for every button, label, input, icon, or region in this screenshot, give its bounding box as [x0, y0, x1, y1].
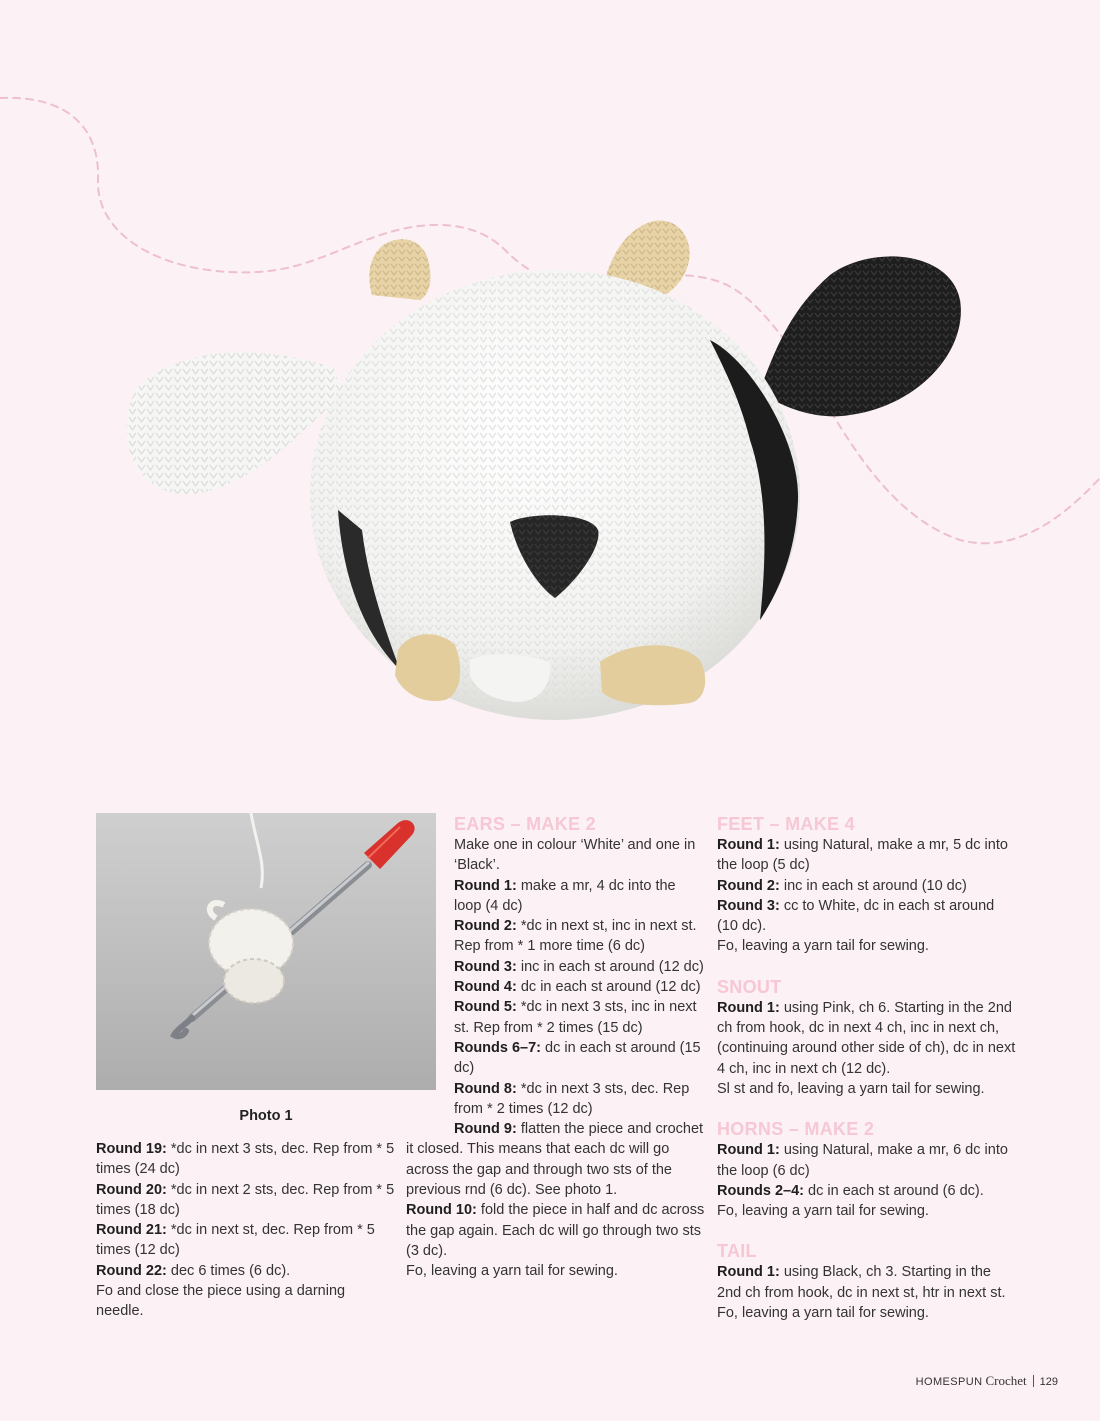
pattern-line: Round 8: *dc in next 3 sts, dec. Rep from * 2 times (12 dc): [454, 1080, 690, 1117]
page-footer: [916, 1373, 1058, 1389]
pattern-line: Round 1: using Natural, make a mr, 6 dc into the loop (6 dc): [717, 1142, 1008, 1179]
ear-black: [760, 256, 961, 416]
pattern-line: Fo, leaving a yarn tail for sewing.: [717, 1305, 929, 1322]
horn-left: [369, 239, 430, 300]
magazine-brand: HOMESPUN: [915, 1376, 983, 1388]
horns-heading: HORNS – MAKE 2: [717, 1119, 875, 1140]
pattern-line: Round 1: make a mr, 4 dc into the loop (4 dc): [454, 877, 676, 914]
pattern-line: Sl st and fo, leaving a yarn tail for sewing.: [717, 1080, 985, 1097]
photo-1-caption: Photo 1: [239, 1108, 293, 1124]
pattern-line: Round 2: inc in each st around (10 dc): [717, 877, 967, 894]
pattern-line: Round 20: *dc in next 2 sts, dec. Rep from * 5 times (18 dc): [96, 1181, 395, 1218]
pattern-line: Round 1: using Pink, ch 6. Starting in the 2nd ch from hook, dc in next 4 ch, inc in next ch, (continuing around other side of ch), dc in next 4 ch, inc in next ch (12 dc).: [717, 999, 1016, 1077]
column-feet-snout-horns-tail: [717, 813, 1017, 1323]
cow-body: [310, 270, 800, 720]
pattern-line: Fo and close the piece using a darning needle.: [96, 1283, 346, 1320]
pattern-line: Round 1: using Black, ch 3. Starting in the 2nd ch from hook, dc in next st, htr in next st.: [717, 1264, 1006, 1301]
pattern-line: Round 2: *dc in next st, inc in next st. Rep from * 1 more time (6 dc): [454, 918, 697, 955]
pattern-line: Round 10: fold the piece in half and dc across the gap again. Each dc will go through two sts (3 dc).: [406, 1202, 705, 1259]
pattern-line: Round 19: *dc in next 3 sts, dec. Rep from * 5 times (24 dc): [96, 1141, 395, 1178]
magazine-subtitle: Crochet: [985, 1373, 1027, 1388]
tail-heading: TAIL: [717, 1241, 757, 1262]
pattern-line: Round 22: dec 6 times (6 dc).: [96, 1262, 291, 1279]
crochet-hook-illustration: [96, 813, 436, 1090]
pattern-line: Fo, leaving a yarn tail for sewing.: [717, 1203, 929, 1220]
pattern-line: Round 5: *dc in next 3 sts, inc in next st. Rep from * 2 times (15 dc): [454, 999, 697, 1036]
ears-section: [406, 813, 706, 1119]
crochet-cow-photo: [110, 200, 990, 740]
photo-1-image: [96, 813, 436, 1090]
pattern-line: Round 21: *dc in next st, dec. Rep from * 5 times (12 dc): [96, 1222, 375, 1259]
column-ears: [406, 813, 706, 1282]
snout-heading: SNOUT: [717, 976, 782, 997]
footer-divider: [1033, 1375, 1034, 1387]
pattern-line: Round 4: dc in each st around (12 dc): [454, 979, 701, 996]
feet-heading: FEET – MAKE 4: [717, 814, 855, 834]
pattern-line: Round 3: cc to White, dc in each st around (10 dc).: [717, 897, 995, 935]
column-rounds-19-22: [96, 1139, 396, 1322]
pattern-line: Round 9: flatten the piece and crochet it closed. This means that each dc will go across the gap and through two sts of the previous rnd (6 dc). See photo 1.: [406, 1121, 704, 1199]
pattern-line: Fo, leaving a yarn tail for sewing.: [717, 938, 929, 955]
pattern-line: Rounds 6–7: dc in each st around (15 dc): [454, 1039, 701, 1077]
ear-white: [126, 352, 342, 494]
pattern-line: Fo, leaving a yarn tail for sewing.: [406, 1263, 618, 1280]
page-number: 129: [1039, 1376, 1058, 1388]
pattern-line: Rounds 2–4: dc in each st around (6 dc).: [717, 1182, 984, 1199]
pattern-line: Round 3: inc in each st around (12 dc): [454, 958, 704, 975]
ears-heading: EARS – MAKE 2: [454, 814, 596, 834]
pattern-line: Round 1: using Natural, make a mr, 5 dc into the loop (5 dc): [717, 837, 1008, 874]
ears-intro: Make one in colour ‘White’ and one in ‘Black’.: [454, 837, 696, 874]
